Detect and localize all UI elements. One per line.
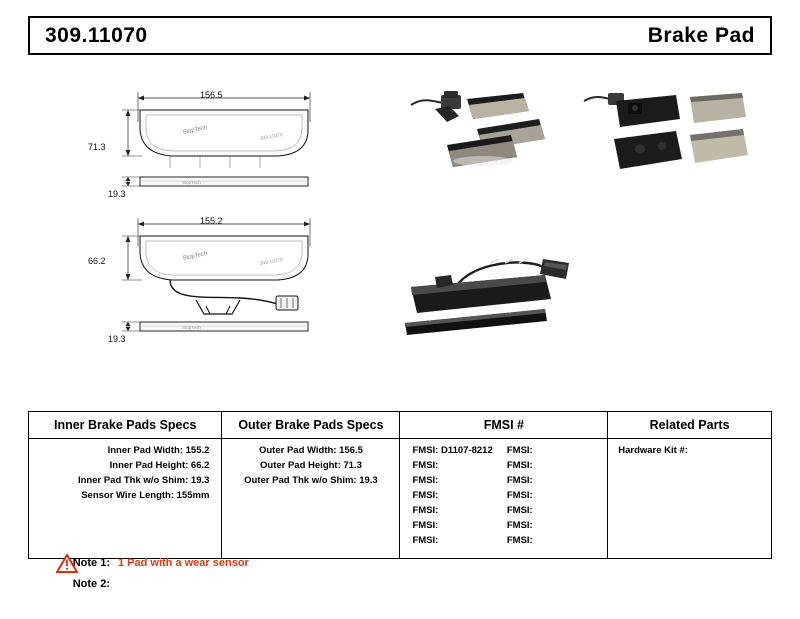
inner-spec-line: Inner Pad Thk w/o Shim: 19.3 xyxy=(77,475,210,486)
inner-spec-line: Sensor Wire Length: 155mm xyxy=(81,490,210,501)
fmsi-entry: FMSI: xyxy=(506,520,533,531)
title-bar xyxy=(28,16,772,55)
svg-text:StopTech: StopTech xyxy=(182,325,201,330)
fmsi-entry: FMSI: xyxy=(506,535,533,546)
drawings-area xyxy=(0,62,800,392)
brake-pad-set-photo-left xyxy=(405,87,565,192)
outer-specs-cell xyxy=(222,439,400,559)
fmsi-entry: FMSI: xyxy=(412,475,439,486)
fmsi-entry: FMSI: xyxy=(506,475,533,486)
notes-section xyxy=(56,552,556,594)
outer-pad-technical-drawing xyxy=(110,210,325,345)
inner-pad-height-dimension: 71.3 xyxy=(88,142,106,152)
fmsi-entry: FMSI: D1107-8212 xyxy=(412,445,493,456)
fmsi-entry: FMSI: xyxy=(506,490,533,501)
outer-spec-line: Outer Pad Width: 156.5 xyxy=(258,445,363,456)
fmsi-entry: FMSI: xyxy=(506,505,533,516)
inner-specs-cell xyxy=(29,439,222,559)
specifications-table xyxy=(28,411,772,559)
outer-pad-width-dimension: 155.2 xyxy=(200,216,223,226)
fmsi-entry: FMSI: xyxy=(412,520,439,531)
inner-pad-width-dimension: 156.5 xyxy=(200,90,223,100)
inner-spec-line: Inner Pad Height: 66.2 xyxy=(109,460,210,471)
inner-spec-line: Inner Pad Width: 155.2 xyxy=(107,445,210,456)
svg-text:StopTech: StopTech xyxy=(182,124,208,136)
fmsi-entry: FMSI: xyxy=(412,490,439,501)
fmsi-cell xyxy=(400,439,608,559)
inner-pad-thickness-dimension: 19.3 xyxy=(108,189,126,199)
related-part-entry: Hardware Kit #: xyxy=(618,445,688,456)
svg-text:309.11070: 309.11070 xyxy=(259,257,284,267)
fmsi-entry: FMSI: xyxy=(412,535,439,546)
brake-pad-with-wear-sensor-photo xyxy=(395,247,585,347)
fmsi-column-left xyxy=(412,443,506,548)
part-number: 309.11070 xyxy=(45,23,148,47)
fmsi-column-right xyxy=(507,443,601,548)
table-header-row xyxy=(29,412,771,439)
brake-pad-set-photo-right xyxy=(580,87,750,192)
note-2-row xyxy=(56,573,556,594)
svg-text:StopTech: StopTech xyxy=(182,250,208,262)
outer-pad-height-dimension: 66.2 xyxy=(88,256,106,266)
column-header-related-parts: Related Parts xyxy=(608,412,771,439)
note-1-label: Note 1: xyxy=(72,556,110,569)
fmsi-entry: FMSI: xyxy=(412,460,439,471)
table-body-row xyxy=(29,439,771,559)
note-1-text: 1 Pad with a wear sensor xyxy=(118,556,249,569)
outer-spec-line: Outer Pad Height: 71.3 xyxy=(260,460,362,471)
column-header-fmsi: FMSI # xyxy=(400,412,608,439)
warning-icon xyxy=(56,554,78,573)
svg-text:StopTech: StopTech xyxy=(182,180,201,185)
outer-pad-thickness-dimension: 19.3 xyxy=(108,334,126,344)
related-parts-cell xyxy=(608,439,771,559)
product-type: Brake Pad xyxy=(647,23,755,47)
note-1-row xyxy=(56,552,556,573)
fmsi-entry: FMSI: xyxy=(506,445,533,456)
column-header-outer-specs: Outer Brake Pads Specs xyxy=(222,412,400,439)
svg-text:309.11070: 309.11070 xyxy=(259,132,284,142)
fmsi-entry: FMSI: xyxy=(506,460,533,471)
fmsi-entry: FMSI: xyxy=(412,505,439,516)
note-2-label: Note 2: xyxy=(72,577,110,590)
column-header-inner-specs: Inner Brake Pads Specs xyxy=(29,412,222,439)
outer-spec-line: Outer Pad Thk w/o Shim: 19.3 xyxy=(244,475,378,486)
